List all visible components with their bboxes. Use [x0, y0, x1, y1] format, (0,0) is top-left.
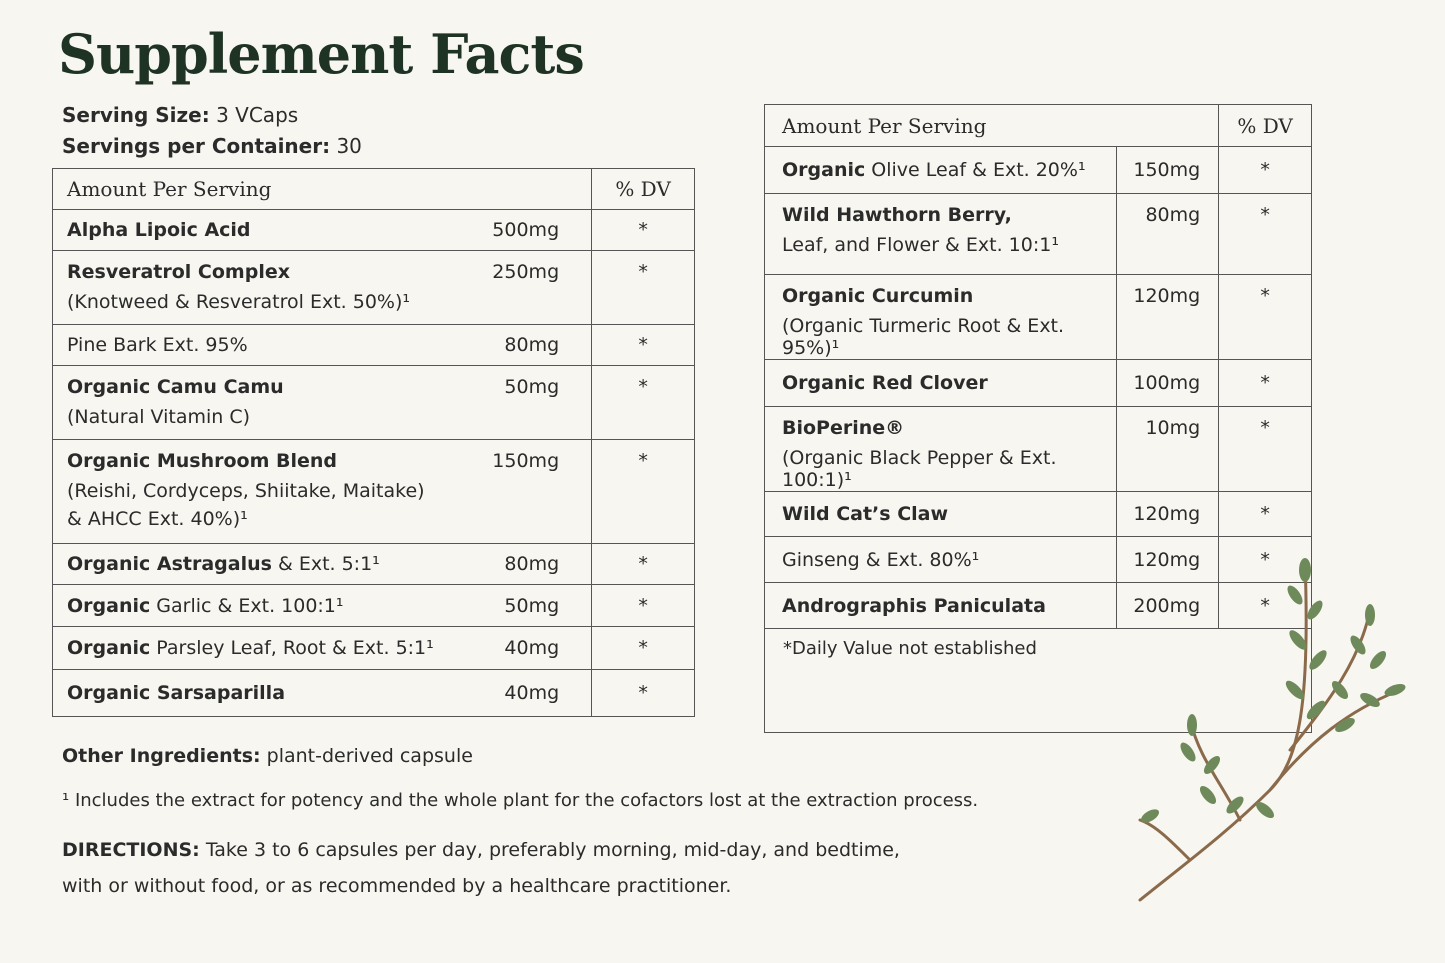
- ingredient-name-cell: [765, 194, 1117, 275]
- ingredient-row: [765, 194, 1312, 275]
- ingredient-name-bold: Organic Mushroom Blend: [67, 450, 338, 472]
- directions-label: DIRECTIONS:: [62, 839, 200, 861]
- ingredient-detail: (Reishi, Cordyceps, Shiitake, Maitake): [67, 480, 425, 502]
- ingredient-name-rest: Pine Bark Ext. 95%: [67, 334, 248, 356]
- ingredient-name-cell: [765, 147, 1117, 194]
- ingredient-row: [53, 440, 695, 544]
- ingredient-dv: *: [1219, 360, 1312, 407]
- ingredient-row: [765, 275, 1312, 360]
- ingredient-amount: 80mg: [1117, 194, 1219, 275]
- footnote: ¹ Includes the extract for potency and the whole plant for the cofactors lost at the extraction process.: [62, 790, 979, 811]
- ingredient-name-cell: [765, 492, 1117, 537]
- ingredient-name-bold: Resveratrol Complex: [67, 261, 290, 283]
- ingredient-name-cell: [53, 366, 592, 440]
- dv-header: % DV: [1219, 105, 1312, 147]
- ingredient-amount: 10mg: [1117, 407, 1219, 492]
- ingredient-amount: 50mg: [504, 376, 560, 398]
- ingredient-name-rest: Parsley Leaf, Root & Ext. 5:1¹: [150, 637, 434, 659]
- ingredient-row: [765, 492, 1312, 537]
- table-header-row: [765, 105, 1312, 147]
- ingredient-name-rest: & Ext. 5:1¹: [271, 553, 380, 575]
- ingredient-detail: (Organic Black Pepper & Ext. 100:1)¹: [782, 447, 1057, 491]
- directions-line-1: Take 3 to 6 capsules per day, preferably morning, mid-day, and bedtime,: [205, 839, 900, 861]
- ingredient-name-rest: Olive Leaf & Ext. 20%¹: [865, 159, 1086, 181]
- ingredient-amount: 120mg: [1117, 492, 1219, 537]
- ingredient-name-cell: [765, 537, 1117, 583]
- ingredient-row: [765, 360, 1312, 407]
- ingredient-amount: 120mg: [1117, 275, 1219, 360]
- directions: [62, 832, 900, 904]
- ingredient-dv: *: [1219, 275, 1312, 360]
- ingredient-name: [782, 372, 1116, 394]
- ingredient-amount: 50mg: [504, 594, 560, 617]
- page-title: Supplement Facts: [58, 22, 584, 86]
- ingredient-amount: 40mg: [504, 637, 560, 659]
- ingredient-row: [53, 585, 695, 627]
- ingredient-amount: 150mg: [1117, 147, 1219, 194]
- ingredient-row: [53, 210, 695, 251]
- servings-per-container: [62, 136, 362, 156]
- amount-per-serving-header: Amount Per Serving: [53, 169, 592, 210]
- ingredient-name: [782, 417, 1116, 439]
- ingredient-name-cell: [765, 583, 1117, 629]
- ingredient-name-cell: [765, 360, 1117, 407]
- ingredient-amount: 120mg: [1117, 537, 1219, 583]
- ingredient-dv: *: [592, 325, 695, 366]
- ingredient-name: [782, 549, 1116, 571]
- ingredient-amount: 80mg: [504, 334, 560, 356]
- ingredient-detail: (Organic Turmeric Root & Ext. 95%)¹: [782, 315, 1065, 359]
- ingredient-name-bold: Organic Red Clover: [782, 372, 988, 394]
- ingredient-name-bold: Wild Hawthorn Berry,: [782, 204, 1012, 226]
- ingredient-name-cell: [765, 407, 1117, 492]
- ingredient-name-cell: [53, 325, 592, 366]
- ingredient-row: [53, 366, 695, 440]
- ingredient-name-cell: [53, 210, 592, 251]
- ingredient-name-cell: [53, 670, 592, 717]
- ingredient-row: [53, 670, 695, 717]
- serving-size-label: Serving Size:: [62, 103, 210, 127]
- amount-per-serving-header: Amount Per Serving: [765, 105, 1219, 147]
- facts-table-left: [52, 168, 695, 717]
- ingredient-name-bold: BioPerine®: [782, 417, 905, 439]
- ingredient-amount: 40mg: [504, 682, 560, 704]
- ingredient-name-bold: Organic Sarsaparilla: [67, 682, 286, 704]
- ingredient-row: [53, 544, 695, 585]
- ingredient-name-bold: Organic Curcumin: [782, 285, 974, 307]
- ingredient-amount: 150mg: [492, 450, 560, 472]
- other-ingredients-value: plant-derived capsule: [266, 745, 473, 767]
- ingredient-name-cell: [53, 440, 592, 544]
- ingredient-dv: *: [592, 585, 695, 627]
- ingredient-amount: 200mg: [1117, 583, 1219, 629]
- ingredient-amount: 500mg: [492, 219, 560, 241]
- ingredient-detail: (Natural Vitamin C): [67, 406, 251, 428]
- ingredient-name-bold: Organic Camu Camu: [67, 376, 284, 398]
- serving-size: [62, 105, 298, 125]
- plant-stem: [1140, 560, 1400, 900]
- ingredient-dv: *: [592, 366, 695, 440]
- ingredient-dv: *: [1219, 583, 1312, 629]
- ingredient-row: [53, 325, 695, 366]
- ingredient-name: [782, 503, 1116, 525]
- ingredient-row: [53, 627, 695, 670]
- ingredient-dv: *: [592, 670, 695, 717]
- daily-value-note: *Daily Value not established: [783, 638, 1037, 659]
- servings-per-container-label: Servings per Container:: [62, 134, 331, 158]
- ingredient-name-bold: Organic: [67, 594, 151, 617]
- ingredient-name-bold: Organic: [782, 159, 866, 181]
- ingredient-name-rest: Ginseng & Ext. 80%¹: [782, 548, 980, 571]
- ingredient-dv: *: [1219, 147, 1312, 194]
- ingredient-name: [782, 204, 1116, 226]
- ingredient-dv: *: [1219, 194, 1312, 275]
- ingredient-name-bold: Organic: [67, 637, 151, 659]
- ingredient-row: [53, 251, 695, 325]
- ingredient-dv: *: [592, 210, 695, 251]
- ingredient-name-cell: [765, 275, 1117, 360]
- ingredient-detail: Leaf, and Flower & Ext. 10:1¹: [782, 234, 1059, 256]
- ingredient-amount: 250mg: [492, 261, 560, 283]
- ingredient-name-bold: Andrographis Paniculata: [782, 594, 1046, 617]
- ingredient-dv: *: [1219, 407, 1312, 492]
- ingredient-name-rest: Garlic & Ext. 100:1¹: [150, 594, 344, 617]
- ingredient-amount: 100mg: [1117, 360, 1219, 407]
- herb-sprig-illustration: [1130, 540, 1420, 910]
- ingredient-dv: *: [592, 251, 695, 325]
- ingredient-name-bold: Wild Cat’s Claw: [782, 503, 949, 525]
- servings-per-container-value: 30: [336, 134, 362, 158]
- ingredient-name: [782, 159, 1116, 181]
- ingredient-row: [765, 147, 1312, 194]
- ingredient-name: [782, 285, 1116, 307]
- other-ingredients-label: Other Ingredients:: [62, 745, 261, 767]
- directions-line-2: with or without food, or as recommended by a healthcare practitioner.: [62, 875, 732, 897]
- table-header-row: [53, 169, 695, 210]
- ingredient-detail: (Knotweed & Resveratrol Ext. 50%)¹: [67, 291, 411, 313]
- ingredient-row: [765, 407, 1312, 492]
- serving-size-value: 3 VCaps: [216, 103, 299, 127]
- ingredient-dv: *: [592, 440, 695, 544]
- ingredient-dv: *: [592, 627, 695, 670]
- ingredient-name-cell: [53, 544, 592, 585]
- ingredient-name-bold: Alpha Lipoic Acid: [67, 219, 251, 241]
- ingredient-name: [782, 595, 1116, 617]
- ingredient-amount: 80mg: [504, 553, 560, 575]
- ingredient-name-cell: [53, 627, 592, 670]
- ingredient-name-cell: [53, 585, 592, 627]
- ingredient-detail-2: & AHCC Ext. 40%)¹: [67, 508, 248, 530]
- other-ingredients: [62, 745, 473, 767]
- ingredient-name-cell: [53, 251, 592, 325]
- ingredient-dv: *: [1219, 537, 1312, 583]
- dv-header: % DV: [592, 169, 695, 210]
- ingredient-dv: *: [592, 544, 695, 585]
- ingredient-dv: *: [1219, 492, 1312, 537]
- ingredient-name-bold: Organic Astragalus: [67, 553, 272, 575]
